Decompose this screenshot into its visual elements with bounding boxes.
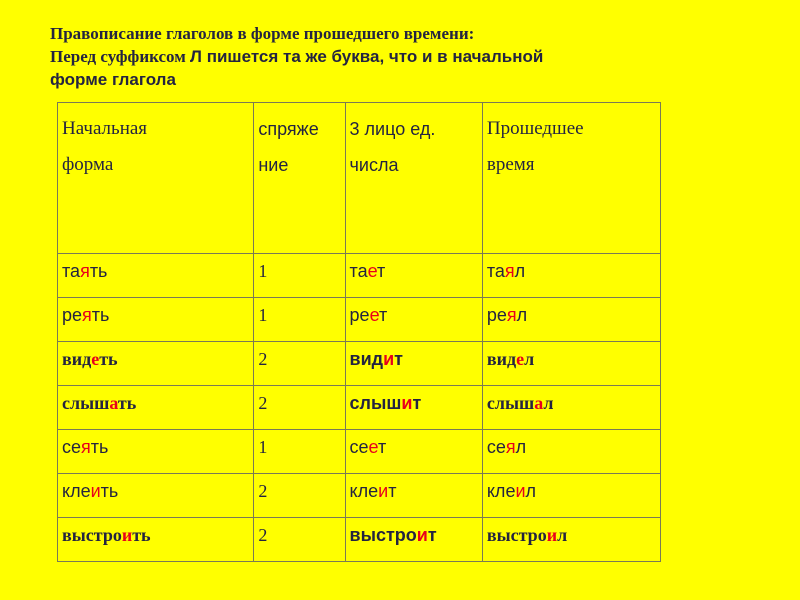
word-part: та <box>349 261 368 281</box>
cell-third-person <box>345 518 482 562</box>
header-third-person-line-2: числа <box>349 155 399 175</box>
word-part: т <box>427 525 437 545</box>
table-row <box>58 342 661 386</box>
word-part: ть <box>117 393 137 413</box>
verb-rows <box>58 254 661 562</box>
header-initial-form <box>58 103 254 254</box>
word-part: ть <box>100 481 119 501</box>
highlighted-letter: и <box>90 481 101 501</box>
word-part: л <box>515 437 527 457</box>
highlighted-letter: я <box>506 305 517 325</box>
word-part: выстро <box>349 525 417 545</box>
highlighted-letter: е <box>367 261 378 281</box>
word-part: се <box>486 437 506 457</box>
word-part: л <box>516 305 528 325</box>
table-row <box>58 474 661 518</box>
cell-past-tense <box>482 298 660 342</box>
highlighted-letter: я <box>81 437 91 457</box>
cell-initial-form <box>58 298 254 342</box>
cell-conjugation: 1 <box>254 298 345 342</box>
highlighted-letter: е <box>369 305 379 325</box>
table-row <box>58 518 661 562</box>
table-row <box>58 386 661 430</box>
word-part: ть <box>89 261 108 281</box>
header-past-tense-line-2: время <box>486 154 535 175</box>
word-part: вид <box>349 349 384 369</box>
word-part: та <box>486 261 505 281</box>
cell-past-tense <box>482 430 660 474</box>
word-part: ть <box>99 349 118 369</box>
table-row <box>58 430 661 474</box>
cell-conjugation: 1 <box>254 430 345 474</box>
highlighted-letter: и <box>121 525 133 545</box>
highlighted-letter: я <box>504 261 515 281</box>
word-part: се <box>349 437 369 457</box>
word-part: слыш <box>349 393 402 413</box>
word-part: т <box>412 393 422 413</box>
highlighted-letter: а <box>534 393 544 413</box>
word-part: ре <box>486 305 507 325</box>
cell-initial-form <box>58 474 254 518</box>
word-part: ре <box>349 305 370 325</box>
highlighted-letter: е <box>516 349 525 369</box>
word-part: выстро <box>62 525 122 545</box>
highlighted-letter: и <box>416 525 428 545</box>
table-row <box>58 298 661 342</box>
cell-past-tense <box>482 342 660 386</box>
highlighted-letter: я <box>80 261 90 281</box>
highlighted-letter: и <box>383 349 395 369</box>
header-conjugation-line-2: ние <box>258 155 289 175</box>
word-part: т <box>377 437 387 457</box>
word-part: л <box>514 261 526 281</box>
cell-third-person <box>345 298 482 342</box>
cell-conjugation: 2 <box>254 518 345 562</box>
cell-initial-form <box>58 386 254 430</box>
table-row <box>58 254 661 298</box>
word-part: кле <box>349 481 379 501</box>
header-initial-form-line-1: Начальная <box>62 118 148 139</box>
word-part: л <box>524 349 535 369</box>
header-conjugation <box>254 103 345 254</box>
heading-line-2 <box>50 45 750 68</box>
word-part: та <box>62 261 81 281</box>
highlighted-letter: и <box>515 481 526 501</box>
highlighted-letter: и <box>401 393 413 413</box>
cell-initial-form <box>58 254 254 298</box>
cell-initial-form <box>58 430 254 474</box>
word-part: вид <box>62 349 92 369</box>
header-third-person <box>345 103 482 254</box>
word-part: т <box>394 349 403 369</box>
header-past-tense <box>482 103 660 254</box>
word-part: л <box>543 393 554 413</box>
word-part: т <box>377 261 386 281</box>
cell-initial-form <box>58 342 254 386</box>
header-third-person-line-1: 3 лицо ед. <box>349 119 436 139</box>
header-initial-form-line-2: форма <box>62 154 114 175</box>
highlighted-letter: и <box>546 525 558 545</box>
cell-past-tense <box>482 254 660 298</box>
highlighted-letter: я <box>505 437 516 457</box>
cell-conjugation: 2 <box>254 386 345 430</box>
word-part: ре <box>62 305 83 325</box>
highlighted-letter: е <box>368 437 378 457</box>
word-part: слыш <box>62 393 110 413</box>
heading-line-2-prefix: Перед суффиксом <box>50 47 191 66</box>
cell-conjugation: 2 <box>254 342 345 386</box>
word-part: се <box>62 437 82 457</box>
heading-line-1: Правописание глаголов в форме прошедшего времени: <box>50 24 475 43</box>
verb-table <box>57 102 661 562</box>
highlighted-letter: е <box>91 349 100 369</box>
header-past-tense-line-1: Прошедшее <box>486 118 584 139</box>
cell-third-person <box>345 386 482 430</box>
cell-third-person <box>345 474 482 518</box>
heading-line-2-rest: Л пишется та же буква, что и в начальной <box>190 47 544 66</box>
slide-heading <box>50 22 750 91</box>
word-part: выстро <box>486 525 547 545</box>
word-part: кле <box>62 481 91 501</box>
cell-third-person <box>345 254 482 298</box>
cell-conjugation: 1 <box>254 254 345 298</box>
word-part: слыш <box>486 393 535 413</box>
cell-initial-form <box>58 518 254 562</box>
word-part: т <box>378 305 388 325</box>
word-part: л <box>525 481 537 501</box>
cell-third-person <box>345 430 482 474</box>
heading-line-3: форме глагола <box>50 70 176 89</box>
highlighted-letter: и <box>378 481 389 501</box>
word-part: ть <box>91 305 110 325</box>
cell-conjugation: 2 <box>254 474 345 518</box>
word-part: л <box>557 525 568 545</box>
word-part: кле <box>486 481 516 501</box>
word-part: вид <box>486 349 517 369</box>
cell-past-tense <box>482 518 660 562</box>
cell-past-tense <box>482 474 660 518</box>
header-conjugation-line-1: спряже <box>258 119 319 139</box>
table-header-row <box>58 103 661 254</box>
cell-past-tense <box>482 386 660 430</box>
word-part: ть <box>132 525 151 545</box>
cell-third-person <box>345 342 482 386</box>
word-part: т <box>388 481 397 501</box>
highlighted-letter: а <box>109 393 118 413</box>
highlighted-letter: я <box>82 305 92 325</box>
word-part: ть <box>90 437 109 457</box>
